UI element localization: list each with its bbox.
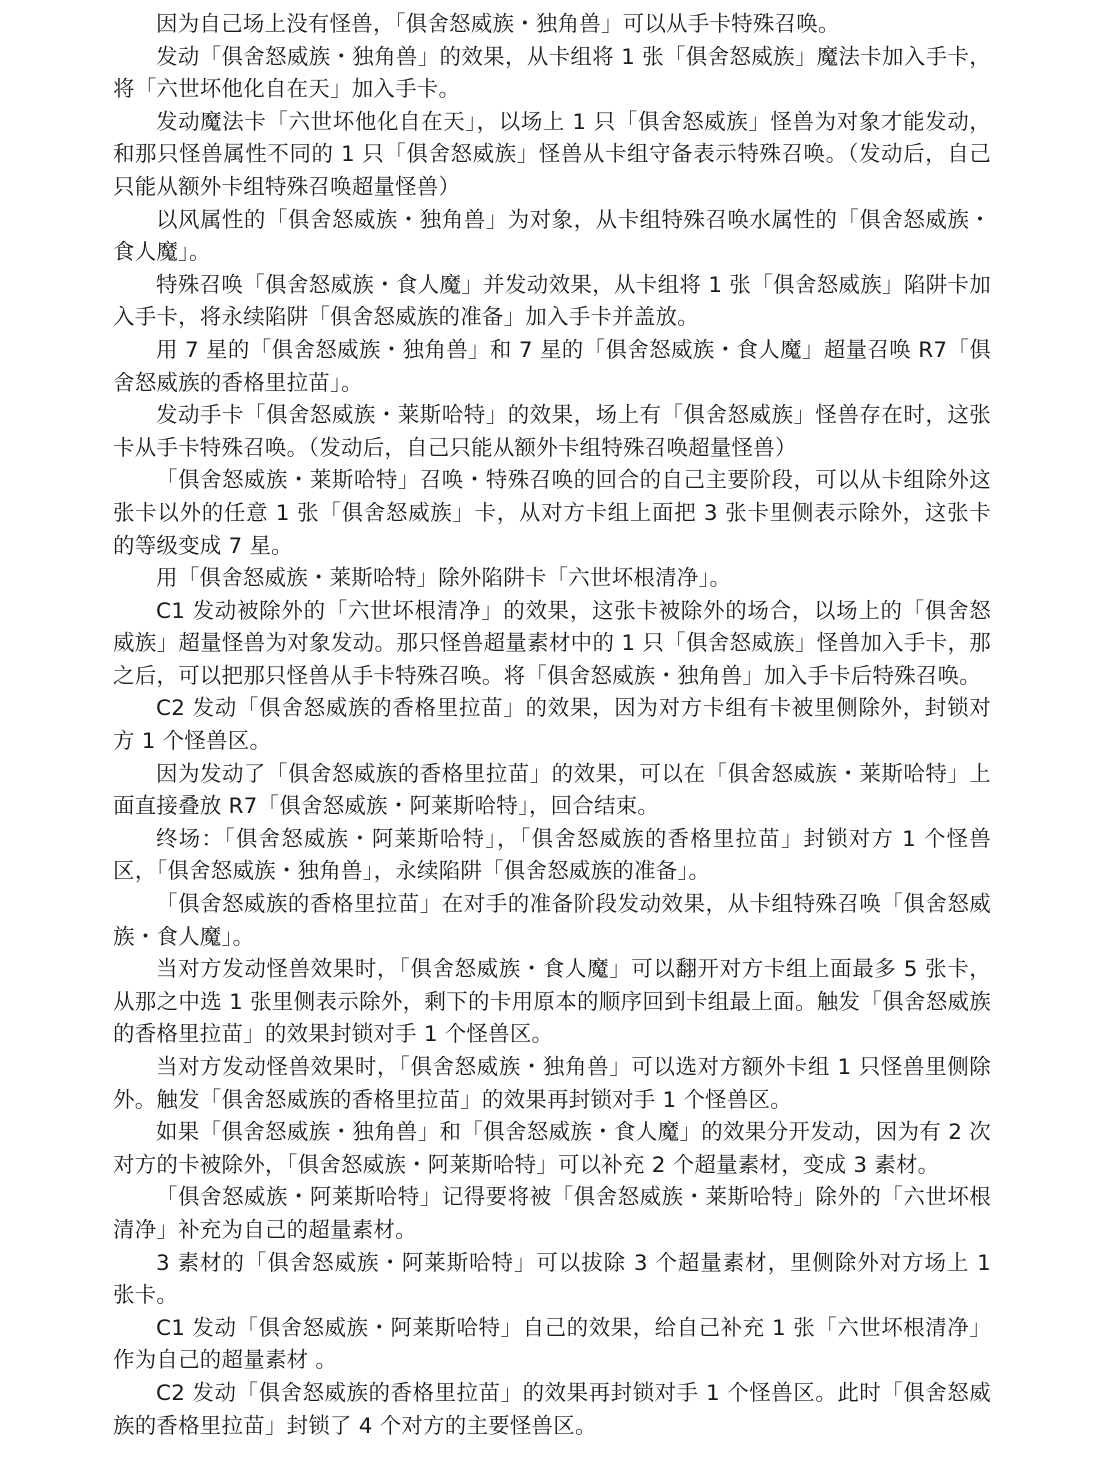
paragraph-11: C2 发动「俱舍怒威族的香格里拉苗」的效果，因为对方卡组有卡被里侧除外，封锁对方 1 个怪兽区。 [113, 696, 991, 755]
paragraph-14: 「俱舍怒威族的香格里拉苗」在对手的准备阶段发动效果，从卡组特殊召唤「俱舍怒威族・食人魔」。 [113, 892, 991, 950]
paragraph-16: 当对方发动怪兽效果时，「俱舍怒威族・独角兽」可以选对方额外卡组 1 只怪兽里侧除外。触发「俱舍怒威族的香格里拉苗」的效果再封锁对手 1 个怪兽区。 [113, 1055, 991, 1113]
paragraph-19: 3 素材的「俱舍怒威族・阿莱斯哈特」可以拔除 3 个超量素材，里侧除外对方场上 1 张卡。 [113, 1250, 991, 1309]
paragraph-3: 发动魔法卡「六世坏他化自在天」，以场上 1 只「俱舍怒威族」怪兽为对象才能发动，和那只怪兽属性不同的 1 只「俱舍怒威族」怪兽从卡组守备表示特殊召唤。（发动后，自己只能从额外卡组特殊召唤超量怪兽） [113, 109, 991, 200]
paragraph-12: 因为发动了「俱舍怒威族的香格里拉苗」的效果，可以在「俱舍怒威族・莱斯哈特」上面直接叠放 R7「俱舍怒威族・阿莱斯哈特」，回合结束。 [113, 761, 991, 820]
paragraph-20: C1 发动「俱舍怒威族・阿莱斯哈特」自己的效果，给自己补充 1 张「六世坏根清净」作为自己的超量素材 。 [113, 1315, 991, 1374]
paragraph-17: 如果「俱舍怒威族・独角兽」和「俱舍怒威族・食人魔」的效果分开发动，因为有 2 次对方的卡被除外，「俱舍怒威族・阿莱斯哈特」可以补充 2 个超量素材，变成 3 素材。 [113, 1120, 991, 1178]
paragraph-1: 因为自己场上没有怪兽，「俱舍怒威族・独角兽」可以从手卡特殊召唤。 [156, 12, 840, 37]
paragraph-13: 终场：「俱舍怒威族・阿莱斯哈特」，「俱舍怒威族的香格里拉苗」封锁对方 1 个怪兽区，「俱舍怒威族・独角兽」，永续陷阱「俱舍怒威族的准备」。 [113, 826, 991, 885]
paragraph-4: 以风属性的「俱舍怒威族・独角兽」为对象，从卡组特殊召唤水属性的「俱舍怒威族・食人魔」。 [113, 207, 991, 266]
paragraph-5: 特殊召唤「俱舍怒威族・食人魔」并发动效果，从卡组将 1 张「俱舍怒威族」陷阱卡加入手卡，将永续陷阱「俱舍怒威族的准备」加入手卡并盖放。 [113, 272, 991, 331]
paragraph-2: 发动「俱舍怒威族・独角兽」的效果，从卡组将 1 张「俱舍怒威族」魔法卡加入手卡，将「六世坏他化自在天」加入手卡。 [113, 44, 991, 103]
paragraph-21: C2 发动「俱舍怒威族的香格里拉苗」的效果再封锁对手 1 个怪兽区。此时「俱舍怒威族的香格里拉苗」封锁了 4 个对方的主要怪兽区。 [113, 1380, 991, 1439]
paragraph-6: 用 7 星的「俱舍怒威族・独角兽」和 7 星的「俱舍怒威族・食人魔」超量召唤 R7「俱舍怒威族的香格里拉苗」。 [113, 337, 991, 396]
paragraph-9: 用「俱舍怒威族・莱斯哈特」除外陷阱卡「六世坏根清净」。 [156, 566, 732, 592]
paragraph-10: C1 发动被除外的「六世坏根清净」的效果，这张卡被除外的场合，以场上的「俱舍怒威族」超量怪兽为对象发动。那只怪兽超量素材中的 1 只「俱舍怒威族」怪兽加入手卡，那之后，可以把那只怪兽从手卡特殊召唤。将「俱舍怒威族・独角兽」加入手卡后特殊召唤。 [113, 598, 991, 689]
paragraph-7: 发动手卡「俱舍怒威族・莱斯哈特」的效果，场上有「俱舍怒威族」怪兽存在时，这张卡从手卡特殊召唤。（发动后，自己只能从额外卡组特殊召唤超量怪兽） [113, 403, 991, 461]
paragraph-18: 「俱舍怒威族・阿莱斯哈特」记得要将被「俱舍怒威族・莱斯哈特」除外的「六世坏根清净」补充为自己的超量素材。 [113, 1185, 991, 1243]
paragraph-8: 「俱舍怒威族・莱斯哈特」召唤・特殊召唤的回合的自己主要阶段，可以从卡组除外这张卡以外的任意 1 张「俱舍怒威族」卡，从对方卡组上面把 3 张卡里侧表示除外，这张卡的等级变成 7 星。 [113, 468, 991, 559]
paragraph-15: 当对方发动怪兽效果时，「俱舍怒威族・食人魔」可以翻开对方卡组上面最多 5 张卡，从那之中选 1 张里侧表示除外，剩下的卡用原本的顺序回到卡组最上面。触发「俱舍怒威族的香格里拉苗」的效果封锁对手 1 个怪兽区。 [113, 957, 991, 1048]
